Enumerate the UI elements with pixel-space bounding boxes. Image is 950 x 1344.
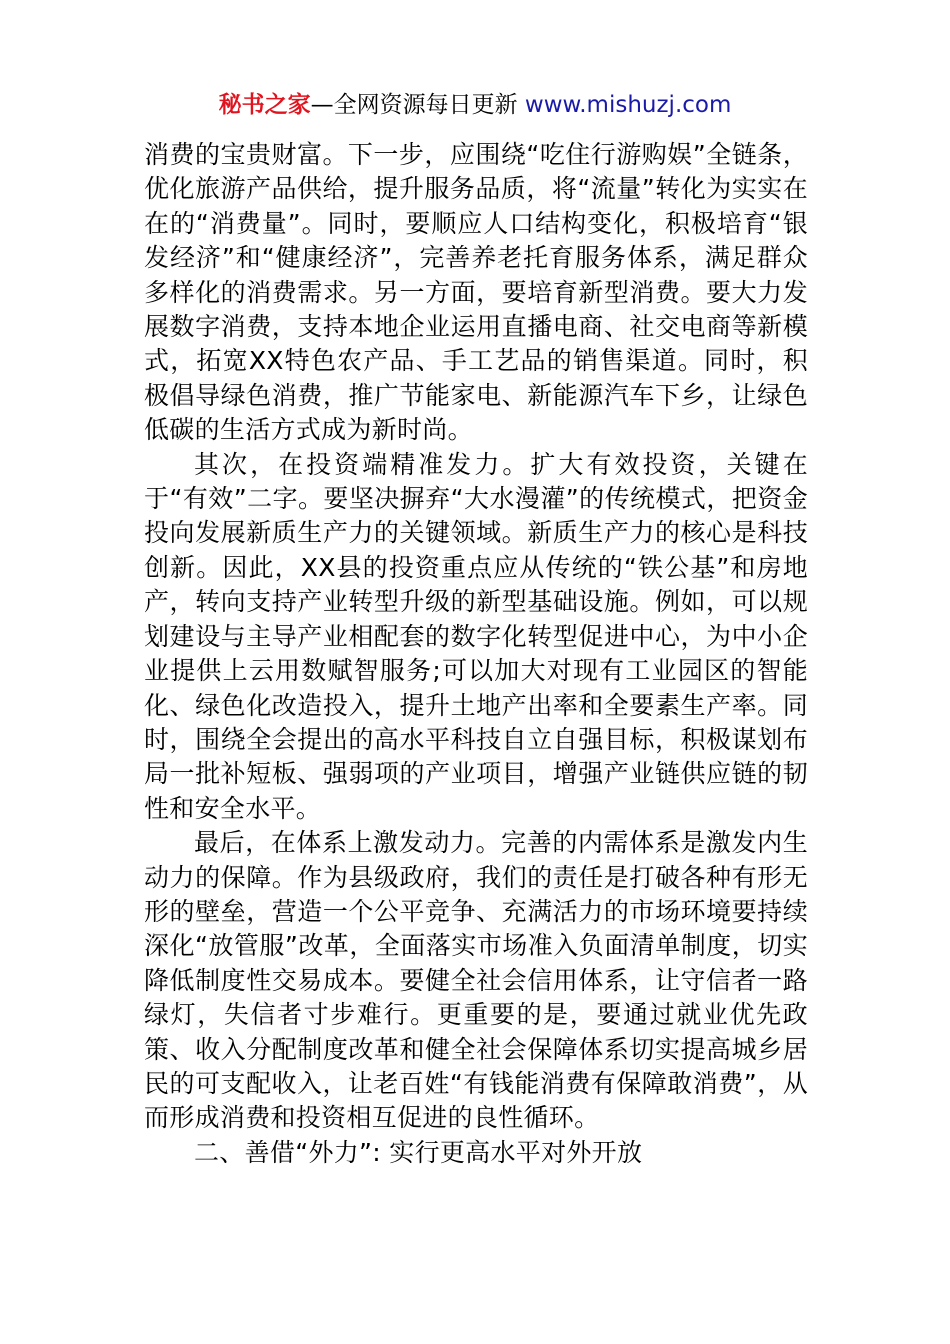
document-body [144, 138, 808, 1170]
section-heading: 二、善借“外力”: 实行更高水平对外开放 [194, 1137, 643, 1167]
site-header [0, 88, 950, 122]
paragraph-investment: 其次，在投资端精准发力。扩大有效投资，关键在于“有效”二字。要坚决摒弃“大水漫灌”的传统模式，把资金投向发展新质生产力的关键领域。新质生产力的核心是科技创新。因此，XX县的投资重点应从传统的“铁公基”和房地产，转向支持产业转型升级的新型基础设施。例如，可以规划建设与主导产业相配套的数字化转型促进中心，为中小企业提供上云用数赋智服务;可以加大对现有工业园区的智能化、绿色化改造投入，提升土地产出率和全要素生产率。同时，围绕全会提出的高水平科技自立自强目标，积极谋划布局一批补短板、强弱项的产业项目，增强产业链供应链的韧性和安全水平。 [144, 449, 808, 823]
paragraph-system: 最后，在体系上激发动力。完善的内需体系是激发内生动力的保障。作为县级政府，我们的责任是打破各种有形无形的壁垒，营造一个公平竞争、充满活力的市场环境要持续深化“放管服”改革，全面落实市场准入负面清单制度，切实降低制度性交易成本。要健全社会信用体系，让守信者一路绿灯，失信者寸步难行。更重要的是，要通过就业优先政策、收入分配制度改革和健全社会保障体系切实提高城乡居民的可支配收入，让老百姓“有钱能消费有保障敢消费”，从而形成消费和投资相互促进的良性循环。 [144, 828, 808, 1133]
site-tagline: —全网资源每日更新 [310, 92, 525, 118]
site-url-link[interactable]: www.mishuzj.com [524, 92, 732, 118]
paragraph-consumption: 消费的宝贵财富。下一步，应围绕“吃住行游购娱”全链条，优化旅游产品供给，提升服务品质，将“流量”转化为实实在在的“消费量”。同时，要顺应人口结构变化，积极培育“银发经济”和“健康经济”，完善养老托育服务体系，满足群众多样化的消费需求。另一方面，要培育新型消费。要大力发展数字消费，支持本地企业运用直播电商、社交电商等新模式，拓宽XX特色农产品、手工艺品的销售渠道。同时，积极倡导绿色消费，推广节能家电、新能源汽车下乡，让绿色低碳的生活方式成为新时尚。 [144, 140, 808, 445]
site-brand: 秘书之家 [218, 92, 311, 118]
